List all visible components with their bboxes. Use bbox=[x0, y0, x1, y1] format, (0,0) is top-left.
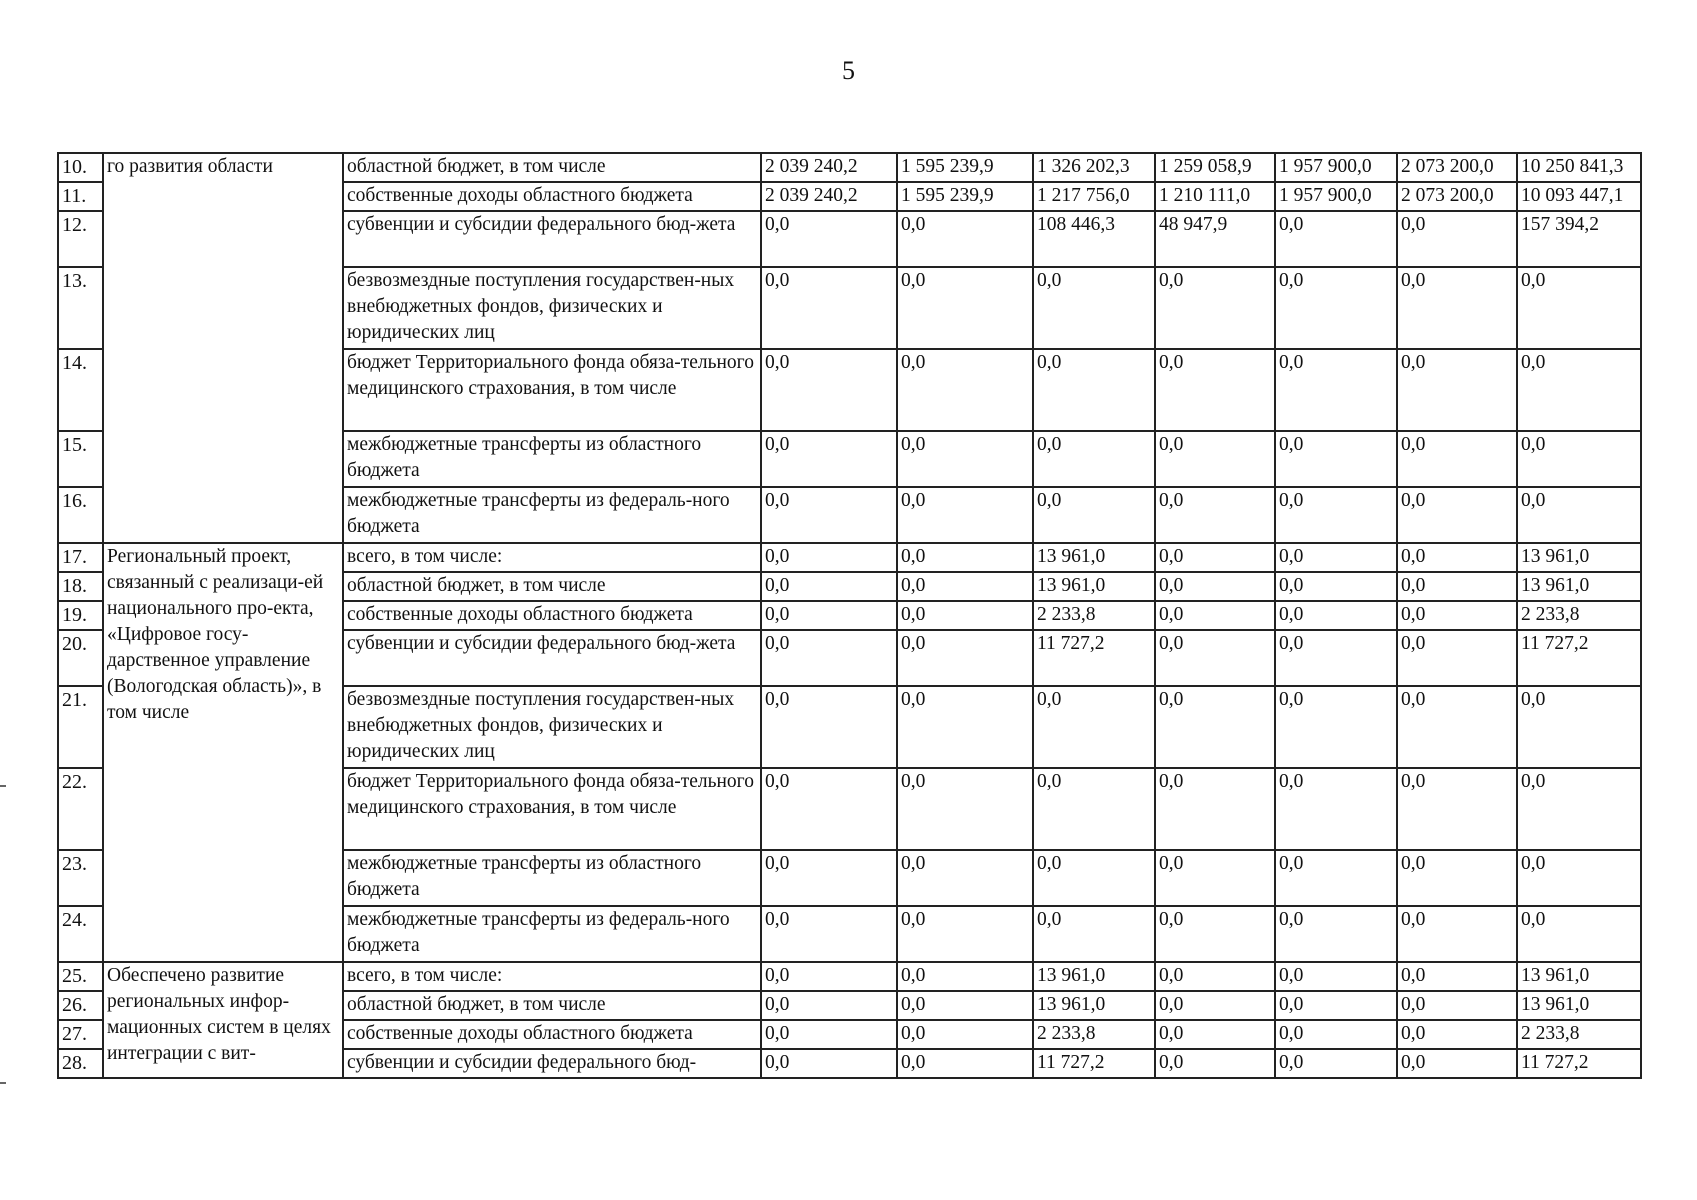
value-cell: 0,0 bbox=[897, 991, 1033, 1020]
value-cell: 0,0 bbox=[897, 686, 1033, 768]
value-cell: 0,0 bbox=[1397, 768, 1517, 850]
value-cell: 13 961,0 bbox=[1517, 543, 1641, 572]
value-cell: 0,0 bbox=[1275, 1020, 1397, 1049]
value-cell: 0,0 bbox=[1275, 906, 1397, 962]
value-cell: 0,0 bbox=[1275, 630, 1397, 686]
value-cell: 0,0 bbox=[1397, 850, 1517, 906]
group-name: Обеспечено развитие региональных инфор-мационных систем в целях интеграции с вит- bbox=[103, 962, 343, 1078]
value-cell: 0,0 bbox=[897, 630, 1033, 686]
funding-source: межбюджетные трансферты из областного бюджета bbox=[343, 850, 761, 906]
value-cell: 0,0 bbox=[761, 630, 897, 686]
value-cell: 0,0 bbox=[897, 601, 1033, 630]
value-cell: 0,0 bbox=[1397, 211, 1517, 267]
value-cell: 1 957 900,0 bbox=[1275, 182, 1397, 211]
funding-source: межбюджетные трансферты из областного бюджета bbox=[343, 431, 761, 487]
value-cell: 0,0 bbox=[897, 487, 1033, 543]
value-cell: 11 727,2 bbox=[1517, 1049, 1641, 1078]
group-name: Региональный проект, связанный с реализаци-ей национального про-екта, «Цифровое госу-дарственное управление (Вологодская область)», в том числе bbox=[103, 543, 343, 962]
value-cell: 0,0 bbox=[1155, 1049, 1275, 1078]
value-cell: 0,0 bbox=[1397, 487, 1517, 543]
value-cell: 2 233,8 bbox=[1033, 601, 1155, 630]
value-cell: 0,0 bbox=[1397, 267, 1517, 349]
value-cell: 0,0 bbox=[1275, 601, 1397, 630]
value-cell: 0,0 bbox=[761, 349, 897, 431]
value-cell: 0,0 bbox=[1397, 906, 1517, 962]
row-number: 13. bbox=[58, 267, 103, 349]
row-number: 10. bbox=[58, 153, 103, 182]
value-cell: 1 957 900,0 bbox=[1275, 153, 1397, 182]
value-cell: 0,0 bbox=[1155, 431, 1275, 487]
value-cell: 2 233,8 bbox=[1517, 1020, 1641, 1049]
value-cell: 11 727,2 bbox=[1033, 1049, 1155, 1078]
value-cell: 2 073 200,0 bbox=[1397, 153, 1517, 182]
funding-source: бюджет Территориального фонда обяза-тельного медицинского страхования, в том числе bbox=[343, 768, 761, 850]
value-cell: 0,0 bbox=[1517, 487, 1641, 543]
value-cell: 0,0 bbox=[1397, 1020, 1517, 1049]
value-cell: 1 217 756,0 bbox=[1033, 182, 1155, 211]
row-number: 21. bbox=[58, 686, 103, 768]
value-cell: 0,0 bbox=[897, 1020, 1033, 1049]
row-number: 26. bbox=[58, 991, 103, 1020]
funding-source: безвозмездные поступления государствен-ных внебюджетных фондов, физических и юридических лиц bbox=[343, 267, 761, 349]
value-cell: 13 961,0 bbox=[1033, 572, 1155, 601]
value-cell: 0,0 bbox=[761, 543, 897, 572]
row-number: 23. bbox=[58, 850, 103, 906]
value-cell: 0,0 bbox=[1155, 267, 1275, 349]
row-number: 19. bbox=[58, 601, 103, 630]
value-cell: 0,0 bbox=[1397, 1049, 1517, 1078]
funding-source: собственные доходы областного бюджета bbox=[343, 601, 761, 630]
value-cell: 2 039 240,2 bbox=[761, 182, 897, 211]
value-cell: 0,0 bbox=[761, 962, 897, 991]
value-cell: 0,0 bbox=[761, 601, 897, 630]
value-cell: 0,0 bbox=[1275, 349, 1397, 431]
value-cell: 0,0 bbox=[1275, 962, 1397, 991]
group-name: го развития области bbox=[103, 153, 343, 543]
value-cell: 0,0 bbox=[1397, 349, 1517, 431]
funding-source: безвозмездные поступления государствен-ных внебюджетных фондов, физических и юридических лиц bbox=[343, 686, 761, 768]
value-cell: 0,0 bbox=[897, 768, 1033, 850]
value-cell: 1 326 202,3 bbox=[1033, 153, 1155, 182]
value-cell: 0,0 bbox=[1517, 850, 1641, 906]
row-number: 11. bbox=[58, 182, 103, 211]
funding-source: областной бюджет, в том числе bbox=[343, 153, 761, 182]
value-cell: 0,0 bbox=[1033, 267, 1155, 349]
value-cell: 0,0 bbox=[1397, 543, 1517, 572]
funding-source: собственные доходы областного бюджета bbox=[343, 1020, 761, 1049]
value-cell: 0,0 bbox=[1517, 349, 1641, 431]
funding-source: субвенции и субсидии федерального бюд-жета bbox=[343, 211, 761, 267]
value-cell: 0,0 bbox=[897, 906, 1033, 962]
table-row bbox=[58, 153, 1641, 182]
value-cell: 1 595 239,9 bbox=[897, 153, 1033, 182]
budget-table-body bbox=[58, 153, 1641, 1078]
value-cell: 13 961,0 bbox=[1033, 991, 1155, 1020]
value-cell: 0,0 bbox=[1517, 686, 1641, 768]
value-cell: 0,0 bbox=[761, 768, 897, 850]
value-cell: 0,0 bbox=[761, 906, 897, 962]
value-cell: 0,0 bbox=[1517, 431, 1641, 487]
value-cell: 0,0 bbox=[1155, 991, 1275, 1020]
value-cell: 0,0 bbox=[1155, 572, 1275, 601]
funding-source: всего, в том числе: bbox=[343, 543, 761, 572]
funding-source: субвенции и субсидии федерального бюд-жета bbox=[343, 630, 761, 686]
value-cell: 13 961,0 bbox=[1517, 572, 1641, 601]
value-cell: 0,0 bbox=[1033, 686, 1155, 768]
value-cell: 0,0 bbox=[1275, 1049, 1397, 1078]
value-cell: 10 093 447,1 bbox=[1517, 182, 1641, 211]
row-number: 17. bbox=[58, 543, 103, 572]
value-cell: 0,0 bbox=[1275, 543, 1397, 572]
value-cell: 0,0 bbox=[761, 487, 897, 543]
funding-source: бюджет Территориального фонда обяза-тельного медицинского страхования, в том числе bbox=[343, 349, 761, 431]
table-row bbox=[58, 962, 1641, 991]
value-cell: 0,0 bbox=[761, 1020, 897, 1049]
value-cell: 0,0 bbox=[761, 850, 897, 906]
value-cell: 0,0 bbox=[1397, 572, 1517, 601]
funding-source: субвенции и субсидии федерального бюд- bbox=[343, 1049, 761, 1078]
value-cell: 0,0 bbox=[897, 543, 1033, 572]
funding-source: областной бюджет, в том числе bbox=[343, 991, 761, 1020]
value-cell: 0,0 bbox=[1397, 962, 1517, 991]
value-cell: 0,0 bbox=[1155, 962, 1275, 991]
value-cell: 0,0 bbox=[1155, 543, 1275, 572]
value-cell: 0,0 bbox=[1397, 630, 1517, 686]
value-cell: 0,0 bbox=[761, 991, 897, 1020]
table-row bbox=[58, 543, 1641, 572]
value-cell: 0,0 bbox=[1275, 487, 1397, 543]
value-cell: 11 727,2 bbox=[1033, 630, 1155, 686]
value-cell: 0,0 bbox=[761, 267, 897, 349]
value-cell: 0,0 bbox=[1033, 349, 1155, 431]
funding-source: собственные доходы областного бюджета bbox=[343, 182, 761, 211]
value-cell: 0,0 bbox=[1397, 991, 1517, 1020]
row-number: 28. bbox=[58, 1049, 103, 1078]
value-cell: 0,0 bbox=[1275, 850, 1397, 906]
row-number: 18. bbox=[58, 572, 103, 601]
row-number: 16. bbox=[58, 487, 103, 543]
value-cell: 1 259 058,9 bbox=[1155, 153, 1275, 182]
value-cell: 2 039 240,2 bbox=[761, 153, 897, 182]
value-cell: 0,0 bbox=[897, 267, 1033, 349]
value-cell: 0,0 bbox=[1033, 906, 1155, 962]
value-cell: 0,0 bbox=[1155, 850, 1275, 906]
funding-source: всего, в том числе: bbox=[343, 962, 761, 991]
row-number: 27. bbox=[58, 1020, 103, 1049]
value-cell: 0,0 bbox=[761, 1049, 897, 1078]
value-cell: 0,0 bbox=[1397, 601, 1517, 630]
value-cell: 0,0 bbox=[761, 431, 897, 487]
value-cell: 10 250 841,3 bbox=[1517, 153, 1641, 182]
value-cell: 0,0 bbox=[1033, 850, 1155, 906]
row-number: 15. bbox=[58, 431, 103, 487]
row-number: 22. bbox=[58, 768, 103, 850]
scan-margin-mark bbox=[0, 785, 6, 787]
value-cell: 0,0 bbox=[1275, 267, 1397, 349]
value-cell: 2 233,8 bbox=[1517, 601, 1641, 630]
value-cell: 13 961,0 bbox=[1517, 962, 1641, 991]
value-cell: 0,0 bbox=[761, 572, 897, 601]
value-cell: 0,0 bbox=[1275, 686, 1397, 768]
value-cell: 0,0 bbox=[1155, 349, 1275, 431]
value-cell: 0,0 bbox=[1517, 267, 1641, 349]
value-cell: 0,0 bbox=[1155, 601, 1275, 630]
value-cell: 13 961,0 bbox=[1033, 962, 1155, 991]
value-cell: 11 727,2 bbox=[1517, 630, 1641, 686]
value-cell: 1 595 239,9 bbox=[897, 182, 1033, 211]
value-cell: 0,0 bbox=[1397, 431, 1517, 487]
funding-source: межбюджетные трансферты из федераль-ного бюджета bbox=[343, 906, 761, 962]
value-cell: 0,0 bbox=[1155, 768, 1275, 850]
row-number: 14. bbox=[58, 349, 103, 431]
funding-source: областной бюджет, в том числе bbox=[343, 572, 761, 601]
value-cell: 1 210 111,0 bbox=[1155, 182, 1275, 211]
value-cell: 0,0 bbox=[1155, 1020, 1275, 1049]
value-cell: 0,0 bbox=[897, 850, 1033, 906]
value-cell: 0,0 bbox=[1155, 686, 1275, 768]
value-cell: 0,0 bbox=[1033, 431, 1155, 487]
value-cell: 0,0 bbox=[1275, 768, 1397, 850]
value-cell: 13 961,0 bbox=[1517, 991, 1641, 1020]
value-cell: 0,0 bbox=[897, 1049, 1033, 1078]
value-cell: 48 947,9 bbox=[1155, 211, 1275, 267]
value-cell: 0,0 bbox=[1155, 630, 1275, 686]
row-number: 24. bbox=[58, 906, 103, 962]
row-number: 25. bbox=[58, 962, 103, 991]
value-cell: 157 394,2 bbox=[1517, 211, 1641, 267]
value-cell: 0,0 bbox=[897, 211, 1033, 267]
budget-table bbox=[57, 152, 1642, 1079]
value-cell: 108 446,3 bbox=[1033, 211, 1155, 267]
value-cell: 0,0 bbox=[1275, 211, 1397, 267]
value-cell: 0,0 bbox=[1275, 431, 1397, 487]
value-cell: 0,0 bbox=[1275, 991, 1397, 1020]
value-cell: 2 233,8 bbox=[1033, 1020, 1155, 1049]
funding-source: межбюджетные трансферты из федераль-ного бюджета bbox=[343, 487, 761, 543]
value-cell: 0,0 bbox=[1517, 768, 1641, 850]
value-cell: 0,0 bbox=[897, 431, 1033, 487]
value-cell: 0,0 bbox=[761, 211, 897, 267]
value-cell: 0,0 bbox=[761, 686, 897, 768]
value-cell: 2 073 200,0 bbox=[1397, 182, 1517, 211]
value-cell: 0,0 bbox=[1155, 906, 1275, 962]
value-cell: 0,0 bbox=[1155, 487, 1275, 543]
value-cell: 0,0 bbox=[1033, 487, 1155, 543]
value-cell: 0,0 bbox=[1033, 768, 1155, 850]
row-number: 12. bbox=[58, 211, 103, 267]
value-cell: 13 961,0 bbox=[1033, 543, 1155, 572]
page-number: 5 bbox=[842, 56, 855, 85]
value-cell: 0,0 bbox=[897, 349, 1033, 431]
value-cell: 0,0 bbox=[1275, 572, 1397, 601]
row-number: 20. bbox=[58, 630, 103, 686]
value-cell: 0,0 bbox=[897, 962, 1033, 991]
value-cell: 0,0 bbox=[897, 572, 1033, 601]
value-cell: 0,0 bbox=[1517, 906, 1641, 962]
scan-margin-mark bbox=[0, 1082, 6, 1084]
value-cell: 0,0 bbox=[1397, 686, 1517, 768]
